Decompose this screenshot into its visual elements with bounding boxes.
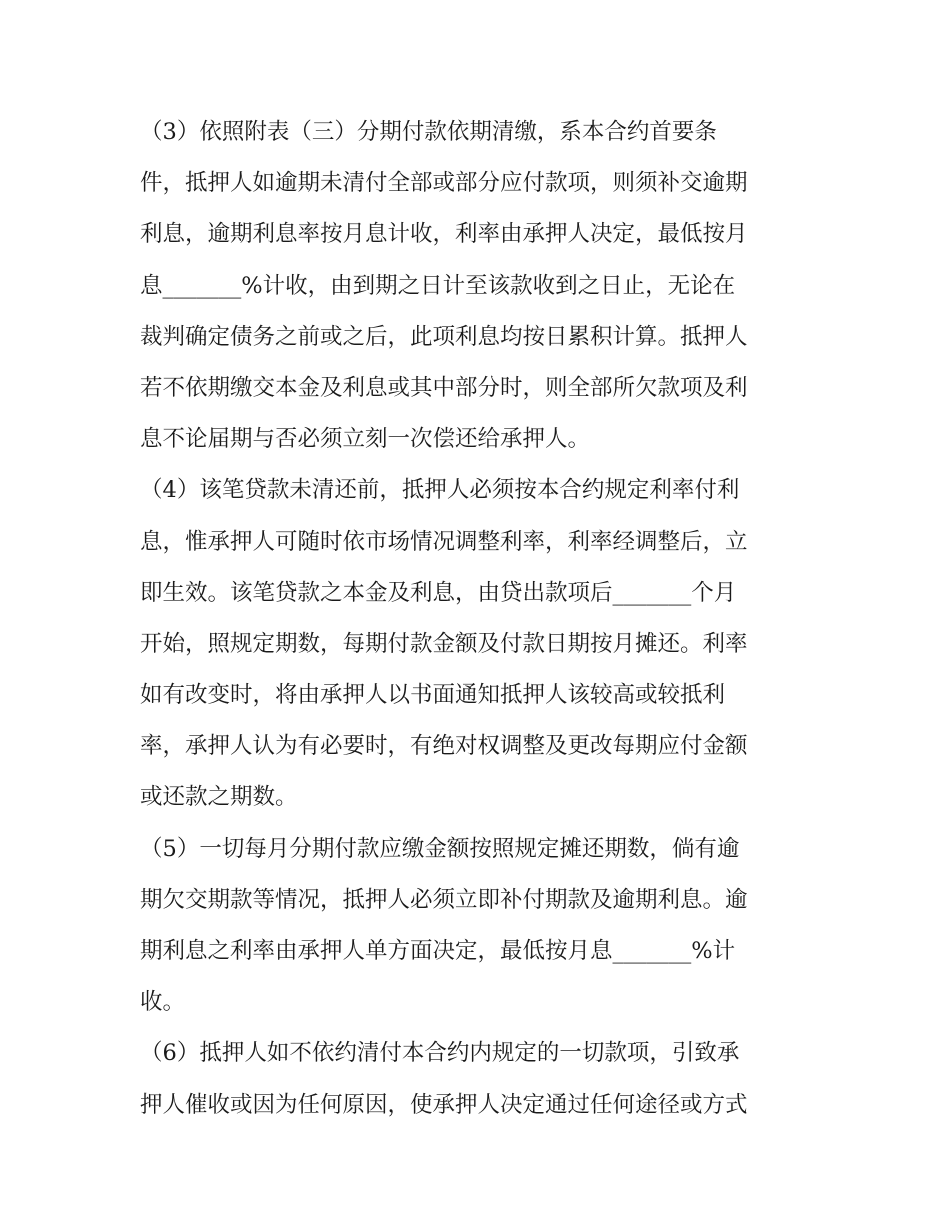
text-line: 息，惟承押人可随时依市场情况调整利率，利率经调整后，立 [140,528,748,555]
clause-5-paragraph [140,824,812,1029]
text-line: 押人催收或因为任何原因，使承押人决定通过任何途径或方式 [140,1091,748,1118]
text-line: （3）依照附表（三）分期付款依期清缴，系本合约首要条 [140,119,717,145]
text-line: 开始，照规定期数，每期付款金额及付款日期按月摊还。利率 [140,630,748,657]
text-line: 裁判确定债务之前或之后，此项利息均按日累积计算。抵押人 [140,323,748,350]
text-line: 息不论届期与否必须立刻一次偿还给承押人。 [140,426,591,453]
document-body [140,107,812,1131]
clause-3-paragraph [140,107,812,465]
text-line: 期欠交期款等情况，抵押人必须立即补付期款及逾期利息。逾 [140,886,748,913]
text-line: 息_______%计收，由到期之日计至该款收到之日止，无论在 [140,272,736,299]
text-line: 利息，逾期利息率按月息计收，利率由承押人决定，最低按月 [140,221,748,248]
text-line: 即生效。该笔贷款之本金及利息，由贷出款项后_______个月 [140,579,737,606]
text-line: 若不依期缴交本金及利息或其中部分时，则全部所欠款项及利 [140,374,748,401]
text-line: 收。 [140,989,186,1016]
clause-4-paragraph [140,465,812,823]
text-line: （4）该笔贷款未清还前，抵押人必须按本合约规定利率付利 [140,477,740,504]
text-line: （5）一切每月分期付款应缴金额按照规定摊还期数，倘有逾 [140,835,740,862]
text-line: （6）抵押人如不依约清付本合约内规定的一切款项，引致承 [140,1040,740,1067]
text-line: 如有改变时，将由承押人以书面通知抵押人该较高或较抵利 [140,682,726,709]
text-line: 件，抵押人如逾期未清付全部或部分应付款项，则须补交逾期 [140,170,748,197]
text-line: 率，承押人认为有必要时，有绝对权调整及更改每期应付金额 [140,733,748,760]
text-line: 期利息之利率由承押人单方面决定，最低按月息_______%计 [140,938,736,964]
clause-6-paragraph [140,1028,812,1130]
text-line: 或还款之期数。 [140,784,298,811]
